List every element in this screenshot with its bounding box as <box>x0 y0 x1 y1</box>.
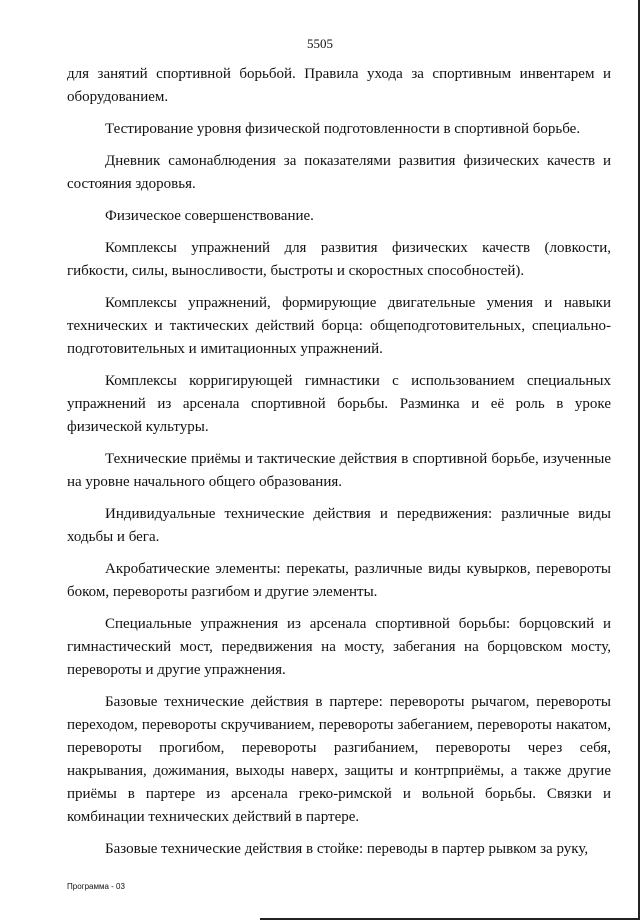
paragraph: для занятий спортивной борьбой. Правила ухода за спортивным инвентарем и оборудованием. <box>67 66 611 105</box>
paragraph: Комплексы упражнений, формирующие двигательные умения и навыки технических и тактических действий борца: общеподготовительных, специально-подготовительных и имитационных упражнений. <box>67 295 611 357</box>
paragraph: Тестирование уровня физической подготовленности в спортивной борьбе. <box>105 121 581 137</box>
paragraph: Технические приёмы и тактические действия в спортивной борьбе, изученные на уровне начального общего образования. <box>67 451 611 490</box>
paragraph: Физическое совершенствование. <box>105 208 314 224</box>
paragraph: Дневник самонаблюдения за показателями развития физических качеств и состояния здоровья. <box>67 153 611 192</box>
paragraph: Специальные упражнения из арсенала спортивной борьбы: борцовский и гимнастический мост, передвижения на мосту, забегания на борцовском мосту, перевороты и другие упражнения. <box>67 616 611 678</box>
page-number: 5505 <box>307 36 333 51</box>
paragraph: Акробатические элементы: перекаты, различные виды кувырков, перевороты боком, перевороты разгибом и другие элементы. <box>67 561 611 600</box>
paragraph: Комплексы упражнений для развития физических качеств (ловкости, гибкости, силы, выносливости, быстроты и скоростных способностей). <box>67 240 611 279</box>
document-body <box>67 63 611 870</box>
paragraph: Комплексы корригирующей гимнастики с использованием специальных упражнений из арсенала спортивной борьбы. Разминка и её роль в уроке физической культуры. <box>67 373 611 435</box>
paragraph: Базовые технические действия в стойке: переводы в партер рывком за руку, <box>105 841 589 857</box>
paragraph: Базовые технические действия в партере: перевороты рычагом, перевороты переходом, перевороты скручиванием, перевороты забеганием, перевороты накатом, перевороты прогибом, перевороты разгибанием, перевороты через себя, накрывания, дожимания, выходы наверх, защиты и контрприёмы, а также другие приёмы в партере из арсенала греко-римской и вольной борьбы. Связки и комбинации технических действий в партере. <box>67 694 611 825</box>
paragraph: Индивидуальные технические действия и передвижения: различные виды ходьбы и бега. <box>67 506 611 545</box>
footer-label: Программа - 03 <box>67 882 125 891</box>
